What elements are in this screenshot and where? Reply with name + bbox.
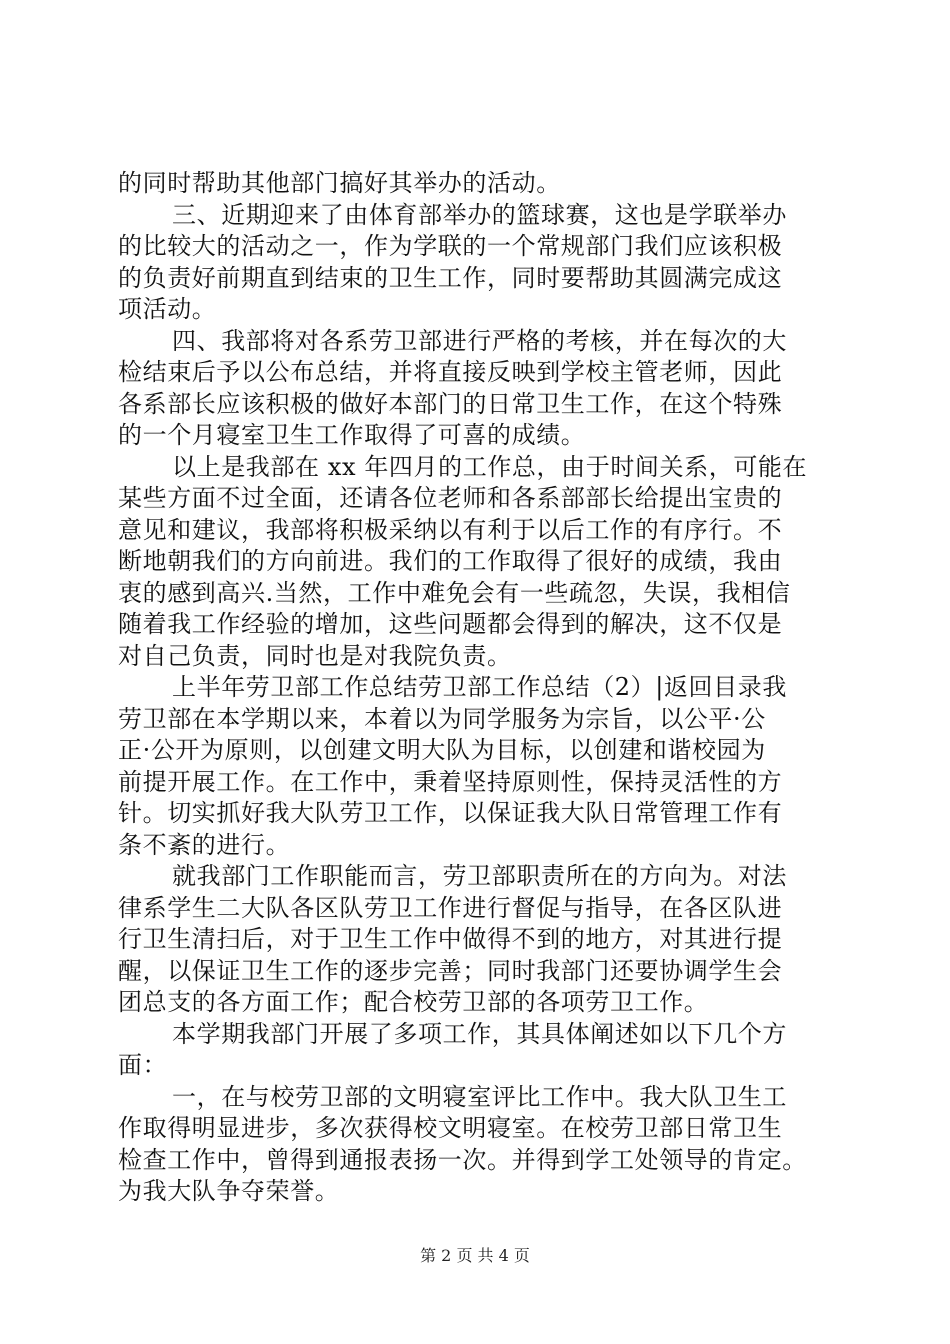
text-line: 对自己负责，同时也是对我院负责。 — [118, 641, 512, 670]
text-line: 衷的感到高兴.当然，工作中难免会有一些疏忽，失误，我相信 — [118, 578, 791, 607]
text-line: 醒，以保证卫生工作的逐步完善；同时我部门还要协调学生会 — [118, 956, 783, 985]
text-line: 前提开展工作。在工作中，秉着坚持原则性，保持灵活性的方 — [118, 767, 783, 796]
text-line: 律系学生二大队各区队劳卫工作进行督促与指导，在各区队进 — [118, 893, 783, 922]
text-line: 的比较大的活动之一，作为学联的一个常规部门我们应该积极 — [118, 232, 783, 260]
text-line: 三、近期迎来了由体育部举办的篮球赛，这也是学联举办 — [172, 200, 787, 229]
text-line: 本学期我部门开展了多项工作，其具体阐述如以下几个方 — [172, 1019, 787, 1048]
text-line: 以上是我部在 xx 年四月的工作总，由于时间关系，可能在 — [172, 452, 808, 481]
text-line: 劳卫部在本学期以来，本着以为同学服务为宗旨，以公平·公 — [118, 704, 766, 733]
text-line: 意见和建议，我部将积极采纳以有利于以后工作的有序行。不 — [118, 515, 783, 544]
text-line: 面： — [118, 1051, 168, 1079]
document-body — [118, 168, 834, 1208]
text-line: 正·公开为原则，以创建文明大队为目标，以创建和谐校园为 — [118, 736, 766, 764]
text-line: 检查工作中，曾得到通报表扬一次。并得到学工处领导的肯定。 — [118, 1145, 807, 1174]
text-line: 针。切实抓好我大队劳卫工作，以保证我大队日常管理工作有 — [118, 799, 783, 827]
text-line: 作取得明显进步，多次获得校文明寝室。在校劳卫部日常卫生 — [118, 1114, 783, 1142]
text-line: 断地朝我们的方向前进。我们的工作取得了很好的成绩，我由 — [118, 547, 783, 575]
text-line: 随着我工作经验的增加，这些问题都会得到的解决，这不仅是 — [118, 610, 783, 638]
text-line: 的负责好前期直到结束的卫生工作，同时要帮助其圆满完成这 — [118, 263, 783, 292]
text-line: 某些方面不过全面，还请各位老师和各系部部长给提出宝贵的 — [118, 484, 783, 512]
text-line: 四、我部将对各系劳卫部进行严格的考核，并在每次的大 — [172, 326, 787, 355]
text-line: 上半年劳卫部工作总结劳卫部工作总结（2）|返回目录我 — [172, 673, 787, 701]
text-line: 团总支的各方面工作；配合校劳卫部的各项劳卫工作。 — [118, 988, 709, 1016]
text-line: 条不紊的进行。 — [118, 830, 291, 859]
text-line: 一，在与校劳卫部的文明寝室评比工作中。我大队卫生工 — [172, 1082, 787, 1111]
text-line: 项活动。 — [118, 295, 217, 323]
text-line: 为我大队争夺荣誉。 — [118, 1177, 340, 1205]
text-line: 的同时帮助其他部门搞好其举办的活动。 — [118, 169, 561, 197]
text-line: 检结束后予以公布总结，并将直接反映到学校主管老师，因此 — [118, 358, 783, 386]
text-line: 行卫生清扫后，对于卫生工作中做得不到的地方，对其进行提 — [118, 925, 783, 953]
text-line: 各系部长应该积极的做好本部门的日常卫生工作，在这个特殊 — [118, 389, 783, 418]
text-line: 的一个月寝室卫生工作取得了可喜的成绩。 — [118, 421, 586, 449]
page-footer: 第 2 页 共 4 页 — [420, 1246, 530, 1265]
text-line: 就我部门工作职能而言，劳卫部职责所在的方向为。对法 — [172, 862, 787, 890]
